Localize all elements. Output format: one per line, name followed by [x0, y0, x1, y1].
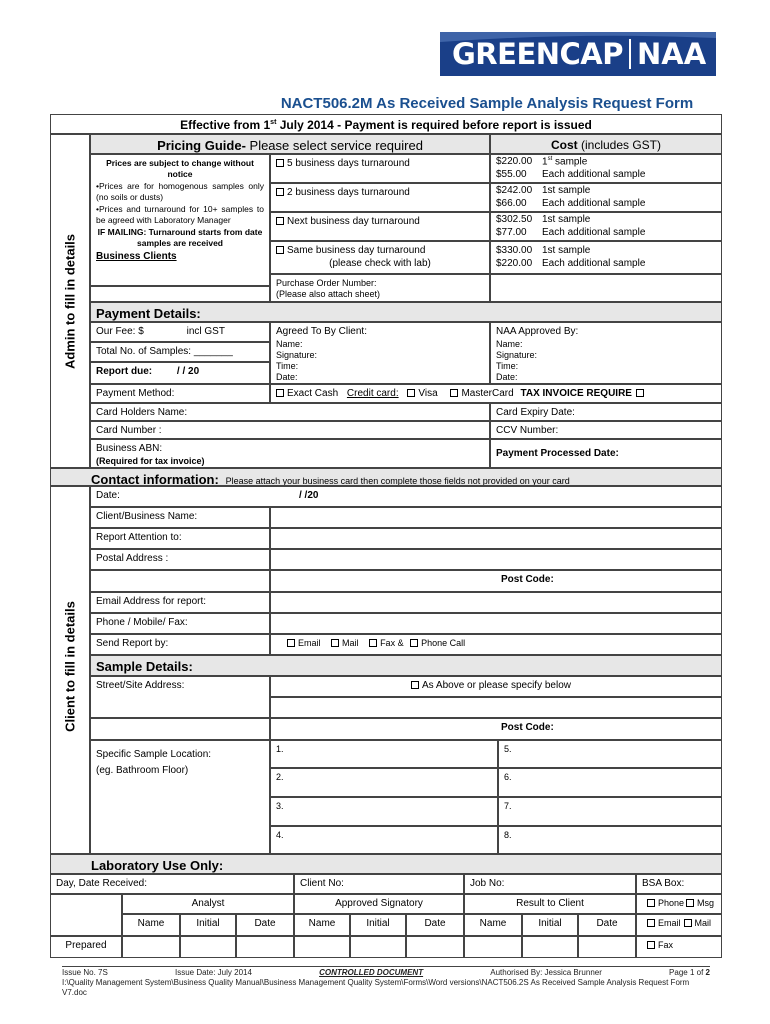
price-additional-desc: Each additional sample [542, 226, 646, 238]
price-first: $302.50 [496, 214, 533, 225]
report-due-field[interactable] [90, 362, 270, 384]
cost-heading-rest: (includes GST) [577, 138, 662, 152]
location-4[interactable]: 4. [270, 826, 498, 854]
naa-approval-box[interactable] [490, 322, 722, 384]
specific-location-label [90, 740, 270, 854]
pricing-heading-bold: Pricing Guide- [157, 138, 246, 153]
specific-location-example: (eg. Bathroom Floor) [96, 765, 189, 776]
ccv-field[interactable]: CCV Number: [490, 421, 722, 439]
lab-phone-msg-options [636, 894, 722, 914]
footer-file-path: I:\Quality Management System\Business Quality Manual\Business Management Quality System\Forms\Word versions\NACT506.2S As Received Sample Analysis Request Form V7.doc [62, 978, 690, 997]
lab-email-checkbox-icon[interactable] [647, 919, 655, 927]
lab-result-name: Name [464, 914, 522, 936]
visa-label: Visa [418, 388, 438, 399]
lab-approved-name: Name [294, 914, 350, 936]
checkbox-icon[interactable] [276, 217, 284, 225]
tax-invoice-label: TAX INVOICE REQUIRE [520, 388, 632, 399]
lab-mail-checkbox-icon[interactable] [684, 919, 692, 927]
send-fax-label: Fax & [380, 638, 404, 648]
credit-card-label: Credit card: [346, 388, 399, 399]
purchase-order-field[interactable] [270, 274, 490, 302]
lab-blank-cell [50, 894, 122, 936]
card-holder-field[interactable]: Card Holders Name: [90, 403, 490, 421]
sample-post-code-field[interactable]: Post Code: [270, 718, 722, 740]
cost-5-day [490, 154, 722, 183]
footer-controlled: CONTROLLED DOCUMENT [319, 968, 424, 977]
naa-time: Time: [496, 361, 519, 371]
footer-issue-no: Issue No. 7S [62, 968, 108, 977]
admin-side-label: Admin to fill in details [62, 233, 78, 370]
lab-approved-header: Approved Signatory [294, 894, 464, 914]
our-fee-label: Our Fee: $ [96, 326, 144, 337]
send-phone-label: Phone Call [421, 638, 466, 648]
client-side-label: Client to fill in details [62, 601, 78, 732]
card-expiry-field[interactable]: Card Expiry Date: [490, 403, 722, 421]
price-first-desc: 1st sample [542, 214, 591, 225]
notice-title: Prices are subject to change without notice [106, 158, 254, 180]
price-first: $242.00 [496, 185, 533, 196]
lab-analyst-header: Analyst [122, 894, 294, 914]
lab-approved-date: Date [406, 914, 464, 936]
lab-phone-checkbox-icon[interactable] [647, 899, 655, 907]
lab-result-date: Date [578, 914, 636, 936]
abn-label: Business ABN: [96, 443, 163, 454]
phone-label: Phone / Mobile/ Fax: [90, 613, 270, 634]
lab-prepared-approved-name[interactable] [294, 936, 350, 958]
price-additional: $55.00 [496, 168, 527, 180]
exact-cash-checkbox-icon[interactable] [276, 389, 284, 397]
as-above-checkbox-icon[interactable] [411, 681, 419, 689]
cost-next-day [490, 212, 722, 241]
lab-result-header: Result to Client [464, 894, 636, 914]
price-additional: $77.00 [496, 226, 527, 238]
card-number-field[interactable]: Card Number : [90, 421, 490, 439]
logo-suffix: NAA [637, 37, 707, 71]
lab-msg-label: Msg [697, 898, 715, 908]
cost-heading [490, 134, 722, 154]
client-agreement-box[interactable] [270, 322, 490, 384]
lab-result-initial: Initial [522, 914, 578, 936]
lab-heading: Laboratory Use Only: [50, 854, 722, 874]
logo-brand: GREENCAP [452, 37, 624, 71]
po-label: Purchase Order Number: [276, 278, 377, 288]
total-samples-field[interactable]: Total No. of Samples: _______ [90, 342, 270, 362]
location-6[interactable]: 6. [498, 768, 722, 797]
mastercard-label: MasterCard [461, 388, 514, 399]
service-label: Next business day turnaround [287, 216, 420, 227]
footer-authorised: Authorised By: Jessica Brunner [490, 968, 602, 977]
form-grid [50, 114, 722, 958]
street-label: Street/Site Address: [90, 676, 270, 718]
service-next-day[interactable] [270, 212, 490, 241]
tax-invoice-checkbox-icon[interactable] [636, 389, 644, 397]
form-title: NACT506.2M As Received Sample Analysis Request Form [280, 95, 694, 112]
service-same-day[interactable] [270, 241, 490, 274]
attention-label: Report Attention to: [90, 528, 270, 549]
lab-prepared-approved-initial[interactable] [350, 936, 406, 958]
price-additional: $220.00 [496, 257, 533, 269]
company-logo [440, 32, 716, 76]
specific-location-title: Specific Sample Location: [96, 749, 212, 760]
attention-input[interactable] [270, 528, 722, 549]
report-due-label: Report due: [96, 366, 153, 377]
lab-analyst-initial: Initial [180, 914, 236, 936]
lab-prepared-result-initial[interactable] [522, 936, 578, 958]
cost-heading-bold: Cost [550, 138, 578, 152]
exact-cash-label: Exact Cash [287, 388, 339, 399]
postal-input[interactable] [270, 549, 722, 570]
location-5[interactable]: 5. [498, 740, 722, 768]
price-first-desc-tail: sample [552, 156, 588, 168]
mail-checkbox-icon[interactable] [331, 639, 339, 647]
lab-received-field[interactable]: Day, Date Received: [50, 874, 294, 894]
footer-page: Page 1 of [669, 968, 704, 977]
pricing-heading-rest: Please select service required [245, 138, 423, 153]
effective-banner [50, 114, 722, 134]
contact-heading-title: Contact information: [91, 472, 219, 486]
agreed-time: Time: [276, 361, 299, 371]
send-email-label: Email [298, 638, 321, 648]
effective-sup: st [270, 119, 277, 126]
lab-fax-checkbox-icon[interactable] [647, 941, 655, 949]
lab-msg-checkbox-icon[interactable] [686, 899, 694, 907]
service-label: Same business day turnaround [287, 245, 426, 256]
fax-checkbox-icon[interactable] [369, 639, 377, 647]
lab-client-no-field[interactable]: Client No: [294, 874, 464, 894]
postal-post-code-field[interactable]: Post Code: [270, 570, 722, 592]
send-report-label: Send Report by: [90, 634, 270, 655]
lab-prepared-result-name[interactable] [464, 936, 522, 958]
notice-line-3: IF MAILING: Turnaround starts from date samples are received [97, 226, 263, 249]
incl-gst-label: incl GST [186, 326, 225, 337]
price-first-desc: 1st sample [542, 185, 591, 196]
price-additional-desc: Each additional sample [542, 197, 646, 209]
contact-heading [50, 468, 722, 486]
naa-date: Date: [496, 372, 518, 383]
lab-email-mail-options [636, 914, 722, 936]
business-abn-field[interactable] [90, 439, 490, 468]
price-first-sup: st [547, 156, 553, 162]
agreed-date: Date: [276, 372, 298, 383]
email-checkbox-icon[interactable] [287, 639, 295, 647]
footer-issue-date: Issue Date: July 2014 [174, 968, 252, 977]
po-note: (Please also attach sheet) [276, 289, 381, 300]
location-2[interactable]: 2. [270, 768, 498, 797]
price-first-desc: 1 [542, 156, 548, 168]
agreed-label: Agreed To By Client: [276, 326, 367, 337]
mastercard-checkbox-icon[interactable] [450, 389, 458, 397]
send-report-options [270, 634, 722, 655]
lab-analyst-date: Date [236, 914, 294, 936]
service-label: 5 business days turnaround [287, 158, 410, 169]
lab-email-label: Email [658, 918, 681, 928]
location-3[interactable]: 3. [270, 797, 498, 826]
lab-prepared-label: Prepared [50, 936, 122, 958]
postal-spacer [90, 570, 270, 592]
sample-heading: Sample Details: [90, 655, 722, 676]
effective-prefix: Effective from 1 [180, 118, 271, 132]
purchase-order-blank [490, 274, 722, 302]
checkbox-icon[interactable] [276, 246, 284, 254]
lab-prepared-result-date[interactable] [578, 936, 636, 958]
lab-bsa-field[interactable]: BSA Box: [636, 874, 722, 894]
price-additional-desc: Each additional sample [542, 257, 646, 269]
lab-analyst-name: Name [122, 914, 180, 936]
notice-line-1: •Prices are for homogenous samples only (no soils or dusts) [96, 180, 264, 203]
report-due-value: / / 20 [176, 366, 200, 377]
payment-method-options [270, 384, 722, 403]
service-label-note: (please check with lab) [329, 257, 431, 269]
lab-phone-label: Phone [658, 898, 685, 908]
location-8[interactable]: 8. [498, 826, 722, 854]
service-label: 2 business days turnaround [287, 187, 410, 198]
visa-checkbox-icon[interactable] [407, 389, 415, 397]
notice-line-2: •Prices and turnaround for 10+ samples to be agreed with Laboratory Manager [96, 203, 264, 226]
price-additional: $66.00 [496, 197, 527, 209]
contact-date-label: Date: [96, 490, 120, 501]
location-1[interactable]: 1. [270, 740, 498, 768]
send-mail-label: Mail [342, 638, 359, 648]
payment-method-label: Payment Method: [90, 384, 270, 403]
payment-heading: Payment Details: [90, 302, 722, 322]
contact-date-value: / /20 [299, 490, 319, 501]
contact-date-field[interactable] [90, 486, 722, 507]
cost-same-day [490, 241, 722, 274]
client-name-input[interactable] [270, 507, 722, 528]
lab-prepared-initial[interactable] [180, 936, 236, 958]
location-7[interactable]: 7. [498, 797, 722, 826]
checkbox-icon[interactable] [276, 188, 284, 196]
checkbox-icon[interactable] [276, 159, 284, 167]
lab-fax-option [636, 936, 722, 958]
postal-label: Postal Address : [90, 549, 270, 570]
phone-input[interactable] [270, 613, 722, 634]
naa-name: Name: [496, 338, 523, 349]
lab-mail-label: Mail [694, 918, 712, 928]
abn-note: (Required for tax invoice) [96, 455, 205, 466]
lab-job-no-field[interactable]: Job No: [464, 874, 636, 894]
price-first-desc: 1st sample [542, 245, 591, 256]
naa-label: NAA Approved By: [496, 326, 579, 337]
our-fee-field[interactable] [90, 322, 270, 342]
email-label: Email Address for report: [90, 592, 270, 613]
price-first: $220.00 [496, 156, 533, 168]
service-5-day[interactable] [270, 154, 490, 183]
lab-fax-label: Fax [658, 940, 674, 950]
business-clients-label: Business Clients [96, 250, 177, 262]
lab-prepared-name[interactable] [122, 936, 180, 958]
client-name-label: Client/Business Name: [90, 507, 270, 528]
document-footer [62, 966, 710, 998]
pricing-heading [90, 134, 490, 154]
lab-prepared-date[interactable] [236, 936, 294, 958]
phone-call-checkbox-icon[interactable] [410, 639, 418, 647]
service-2-day[interactable] [270, 183, 490, 212]
lab-prepared-approved-date[interactable] [406, 936, 464, 958]
logo-swoosh-icon [440, 32, 716, 76]
payment-processed-field[interactable]: Payment Processed Date: [490, 439, 722, 468]
agreed-signature: Signature: [276, 349, 318, 360]
cost-2-day [490, 183, 722, 212]
price-notice [90, 154, 270, 286]
agreed-name: Name: [276, 338, 303, 349]
as-above-option[interactable] [270, 676, 722, 697]
street-spacer [90, 718, 270, 740]
naa-signature: Signature: [496, 349, 538, 360]
contact-heading-note: Please attach your business card then complete those fields not provided on your card [225, 476, 570, 486]
effective-suffix: July 2014 - Payment is required before report is issued [276, 118, 592, 132]
lab-approved-initial: Initial [350, 914, 406, 936]
price-first: $330.00 [496, 245, 533, 256]
business-clients-spacer [90, 286, 270, 302]
footer-page-total: 2 [705, 968, 710, 977]
price-additional-desc: Each additional sample [542, 168, 646, 180]
email-input[interactable] [270, 592, 722, 613]
as-above-label: As Above or please specify below [422, 680, 571, 691]
street-input[interactable] [270, 697, 722, 718]
